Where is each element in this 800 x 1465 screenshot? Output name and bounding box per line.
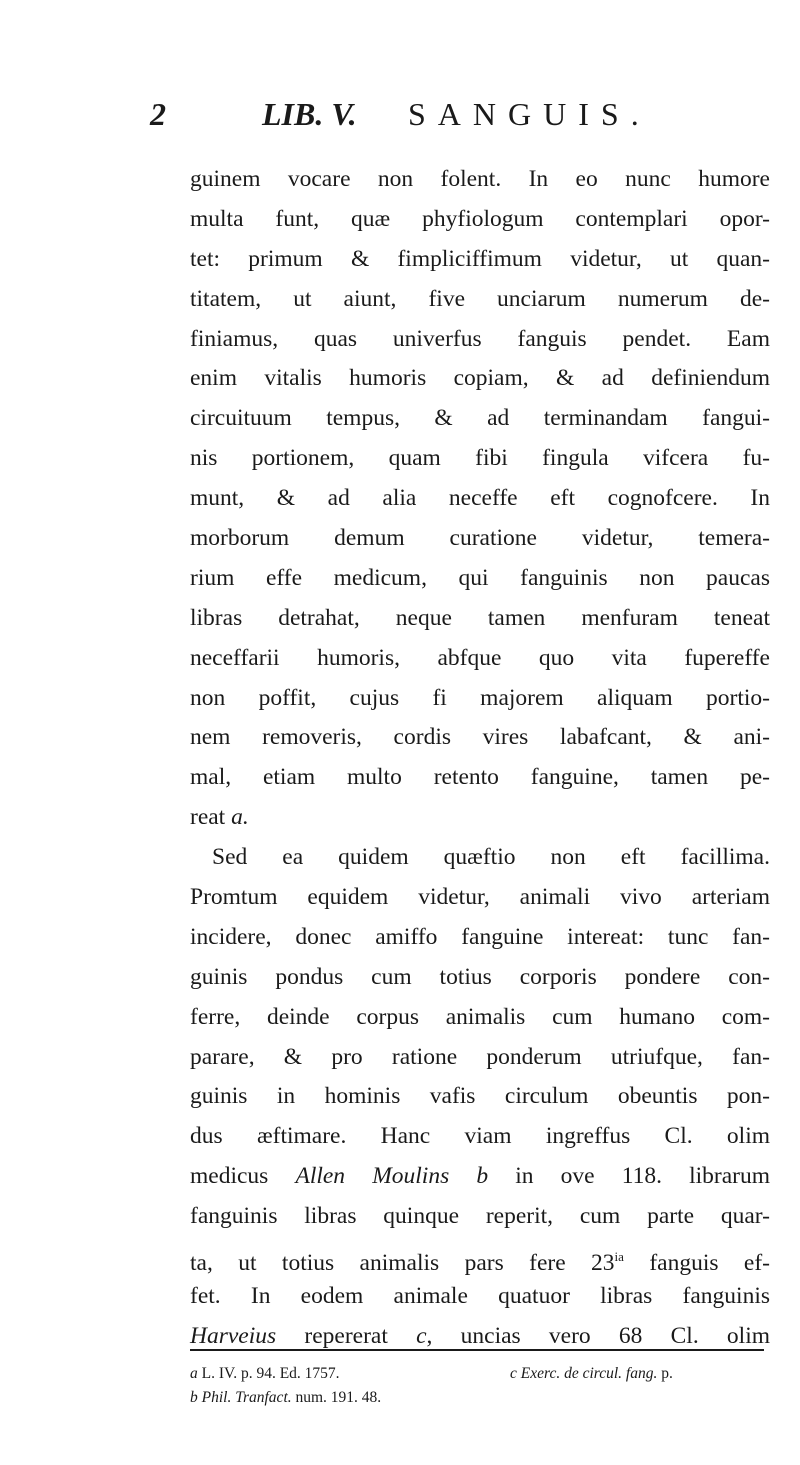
text-line: fet. In eodem animale quatuor libras fanguinis xyxy=(190,1282,770,1309)
text-line: parare, & pro ratione ponderum utriufque, fan- xyxy=(190,1043,770,1070)
page-number: 2 xyxy=(150,96,166,132)
footnote-line xyxy=(190,1386,780,1410)
text-line: enim vitalis humoris copiam, & ad definiendum xyxy=(190,365,770,392)
line-text: reat xyxy=(190,804,226,831)
line-text: medicus xyxy=(190,1163,269,1190)
text-line: incidere, donec amiffo fanguine intereat: tunc fan- xyxy=(190,923,770,950)
cited-author: Allen Moulins xyxy=(295,1163,450,1190)
text-line-with-superscript xyxy=(190,1237,770,1277)
footnote-b-text: Phil. Tranfact. xyxy=(201,1389,292,1406)
text-line: nis portionem, quam fibi fingula vifcera fu- xyxy=(190,445,770,472)
footnote-mark-a: a xyxy=(190,1365,198,1382)
footnote-line xyxy=(190,1362,780,1386)
text-line: ferre, deinde corpus animalis cum humano com- xyxy=(190,1003,770,1030)
text-line: guinem vocare non folent. In eo nunc humore xyxy=(190,166,770,192)
text-line: multa funt, quæ phyfiologum contemplari opor- xyxy=(190,205,770,232)
text-line: non poffit, cujus fi majorem aliquam portio- xyxy=(190,684,770,711)
text-line: libras detrahat, neque tamen menfuram teneat xyxy=(190,604,770,631)
line-text: in ove 118. librarum xyxy=(515,1163,771,1190)
text-line: mal, etiam multo retento fanguine, tamen pe- xyxy=(190,764,770,791)
fraction-number: 23 xyxy=(591,1249,615,1276)
chapter-title: SANGUIS. xyxy=(408,96,651,132)
footnote-ref-c: c xyxy=(416,1322,427,1349)
footnote-c-page: p. xyxy=(661,1365,673,1382)
footnote-ref-a: a. xyxy=(231,804,249,831)
text-line: dus æftimare. Hanc viam ingreffus Cl. olim xyxy=(190,1123,770,1150)
footnotes xyxy=(190,1362,780,1410)
footnote-c xyxy=(510,1362,673,1386)
text-line: titatem, ut aiunt, five unciarum numerum de- xyxy=(190,285,770,312)
ordinal-suffix: ia xyxy=(614,1249,624,1265)
running-header xyxy=(150,96,770,140)
footnote-mark-b: b xyxy=(190,1389,198,1406)
text-line: guinis pondus cum totius corporis pondere con- xyxy=(190,963,770,990)
text-line: circuituum tempus, & ad terminandam fangui- xyxy=(190,405,770,432)
line-text: repererat xyxy=(304,1322,388,1349)
text-line: guinis in hominis vafis circulum obeuntis pon- xyxy=(190,1083,770,1110)
main-text xyxy=(190,160,770,1357)
text-line: Promtum equidem videtur, animali vivo arteriam xyxy=(190,884,770,911)
text-line-paragraph-start: Sed ea quidem quæftio non eft facillima. xyxy=(212,844,770,871)
book-label: LIB. V. xyxy=(262,96,357,132)
footnote-mark-c: c xyxy=(510,1365,517,1382)
footnote-divider xyxy=(190,1349,764,1351)
text-line: finiamus, quas univerfus fanguis pendet. Eam xyxy=(190,325,770,352)
footnote-ref-b: b xyxy=(476,1163,489,1190)
text-line: fanguinis libras quinque reperit, cum parte quar- xyxy=(190,1203,770,1230)
footnote-a-text: L. IV. p. 94. Ed. 1757. xyxy=(201,1365,340,1382)
text-line: munt, & ad alia neceffe eft cognofcere. In xyxy=(190,485,770,512)
text-line-with-citation xyxy=(190,1157,770,1197)
line-text: ta, ut totius animalis pars fere xyxy=(190,1249,566,1276)
text-line-paragraph-end xyxy=(190,798,770,838)
line-text: , uncias vero 68 Cl. olim xyxy=(426,1322,771,1349)
line-text: fanguis ef- xyxy=(649,1249,771,1276)
footnote-b-rest: num. 191. 48. xyxy=(295,1389,382,1406)
text-line: nem removeris, cordis vires labafcant, & ani- xyxy=(190,724,770,751)
text-line: neceffarii humoris, abfque quo vita fupereffe xyxy=(190,644,770,671)
text-line: tet: primum & fimpliciffimum videtur, ut quan- xyxy=(190,245,770,272)
cited-author: Harveius xyxy=(190,1322,277,1349)
text-line: rium effe medicum, qui fanguinis non paucas xyxy=(190,564,770,591)
footnote-c-text: Exerc. de circul. fang. xyxy=(520,1365,658,1382)
text-line: morborum demum curatione videtur, temera- xyxy=(190,525,770,552)
